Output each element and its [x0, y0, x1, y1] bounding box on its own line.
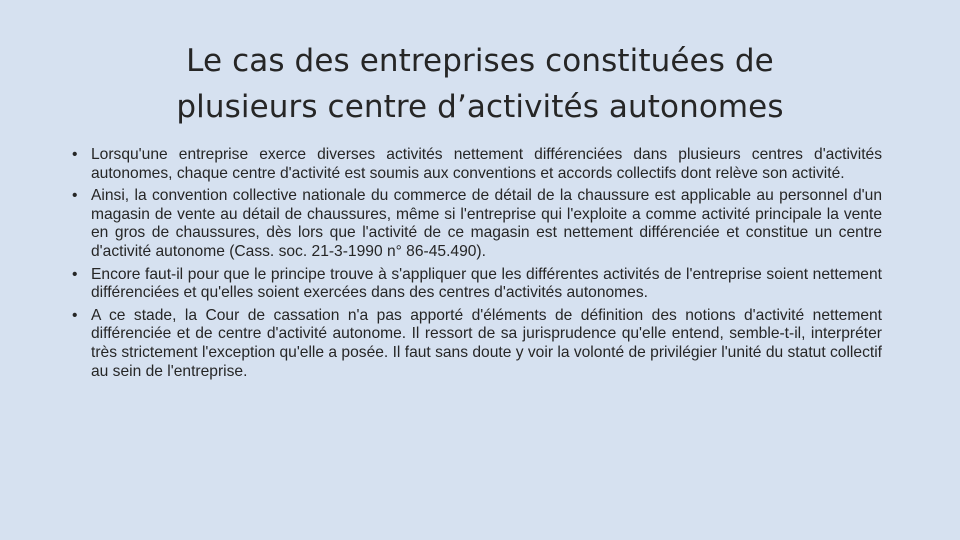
bullet-text: Encore faut-il pour que le principe trouve à s'appliquer que les différentes activités de l'entreprise soient nettement différenciées et qu'elles soient exercées dans des centres d'activités autonomes. [91, 265, 882, 302]
title-line-2: plusieurs centre d’activités autonomes [176, 89, 784, 125]
bullet-marker: • [72, 306, 78, 324]
bullet-text: A ce stade, la Cour de cassation n'a pas apporté d'éléments de définition des notions d'activité nettement différenciée et de centre d'activité autonome. Il ressort de sa jurisprudence qu'elle entend, semble-t-il, interpréter très strictement l'exception qu'elle a posée. Il faut sans doute y voir la volonté de privilégier l'unité du statut collectif au sein de l'entreprise. [91, 306, 882, 380]
bullet-marker: • [72, 146, 78, 163]
bullet-item-1 [72, 146, 882, 183]
slide-title [60, 38, 900, 130]
bullet-item-3 [72, 266, 882, 303]
bullet-marker: • [72, 187, 78, 205]
bullet-marker: • [72, 265, 78, 283]
title-line-1: Le cas des entreprises constituées de [186, 43, 774, 79]
bullet-list [72, 146, 882, 385]
bullet-item-4 [72, 307, 882, 381]
bullet-item-2 [72, 187, 882, 261]
bullet-text: Ainsi, la convention collective nationale du commerce de détail de la chaussure est applicable au personnel d'un magasin de vente au détail de chaussures, même si l'entreprise qui l'exploite a comme activité principale la vente en gros de chaussures, dès lors que l'activité de ce magasin est nettement différenciée et constitue un centre d'activité autonome (Cass. soc. 21-3-1990 n° 86-45.490). [91, 187, 882, 260]
bullet-text: Lorsqu'une entreprise exerce diverses activités nettement différenciées dans plusieurs centres d'activités autonomes, chaque centre d'activité est soumis aux conventions et accords collectifs dont relève son activité. [91, 146, 882, 182]
